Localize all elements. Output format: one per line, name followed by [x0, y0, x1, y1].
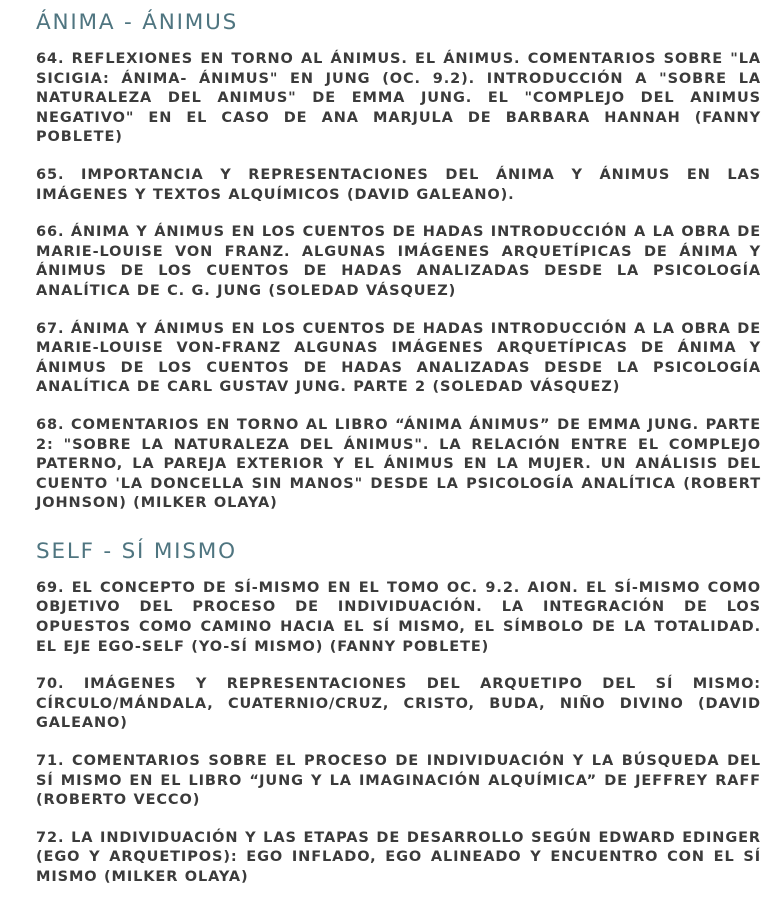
- list-item-68: 68. COMENTARIOS EN TORNO AL LIBRO “ÁNIMA ÁNIMUS” DE EMMA JUNG. PARTE 2: "SOBRE LA NATURALEZA DEL ÁNIMUS". LA RELACIÓN ENTRE EL COMPLEJO PATERNO, LA PAREJA EXTERIOR Y EL ÁNIMUS EN LA MUJER. UN ANÁLISIS DEL CUENTO 'LA DONCELLA SIN MANOS" DESDE LA PSICOLOGÍA ANALÍTICA (ROBERT JOHNSON) (MILKER OLAYA): [36, 416, 761, 512]
- list-item-65: 65. IMPORTANCIA Y REPRESENTACIONES DEL ÁNIMA Y ÁNIMUS EN LAS IMÁGENES Y TEXTOS ALQUÍMICOS (DAVID GALEANO).: [36, 166, 761, 203]
- list-item-64: 64. REFLEXIONES EN TORNO AL ÁNIMUS. EL ÁNIMUS. COMENTARIOS SOBRE "LA SICIGIA: ÁNIMA- ÁNIMUS" EN JUNG (OC. 9.2). INTRODUCCIÓN A "SOBRE LA NATURALEZA DEL ANIMUS" DE EMMA JUNG. EL "COMPLEJO DEL ANIMUS NEGATIVO" EN EL CASO DE ANA MARJULA DE BARBARA HANNAH (FANNY POBLETE): [36, 51, 761, 146]
- list-item-71: 71. COMENTARIOS SOBRE EL PROCESO DE INDIVIDUACIÓN Y LA BÚSQUEDA DEL SÍ MISMO EN EL LIBRO “JUNG Y LA IMAGINACIÓN ALQUÍMICA” DE JEFFREY RAFF (ROBERTO VECCO): [36, 753, 761, 809]
- anima-animus-list: [36, 50, 761, 514]
- list-item-72: 72. LA INDIVIDUACIÓN Y LAS ETAPAS DE DESARROLLO SEGÚN EDWARD EDINGER (EGO Y ARQUETIPOS): EGO INFLADO, EGO ALINEADO Y ENCUENTRO CON EL SÍ MISMO (MILKER OLAYA): [36, 829, 761, 885]
- self-list: [36, 579, 761, 888]
- list-item-67: 67. ÁNIMA Y ÁNIMUS EN LOS CUENTOS DE HADAS INTRODUCCIÓN A LA OBRA DE MARIE-LOUISE VON-FRANZ ALGUNAS IMÁGENES ARQUETÍPICAS DE ÁNIMA Y ÁNIMUS DE LOS CUENTOS DE HADAS ANALIZADAS DESDE LA PSICOLOGÍA ANALÍTICA DE CARL GUSTAV JUNG. PARTE 2 (SOLEDAD VÁSQUEZ): [36, 320, 761, 396]
- list-item-69: 69. EL CONCEPTO DE SÍ-MISMO EN EL TOMO OC. 9.2. AION. EL SÍ-MISMO COMO OBJETIVO DEL PROCESO DE INDIVIDUACIÓN. LA INTEGRACIÓN DE LOS OPUESTOS COMO CAMINO HACIA EL SÍ MISMO, EL SÍMBOLO DE LA TOTALIDAD. EL EJE EGO-SELF (YO-SÍ MISMO) (FANNY POBLETE): [36, 579, 761, 655]
- list-item-66: 66. ÁNIMA Y ÁNIMUS EN LOS CUENTOS DE HADAS INTRODUCCIÓN A LA OBRA DE MARIE-LOUISE VON FRANZ. ALGUNAS IMÁGENES ARQUETÍPICAS DE ÁNIMA Y ÁNIMUS DE LOS CUENTOS DE HADAS ANALIZADAS DESDE LA PSICOLOGÍA ANALÍTICA DE C. G. JUNG (SOLEDAD VÁSQUEZ): [36, 224, 761, 299]
- section-title-self: SELF - SÍ MISMO: [36, 538, 237, 564]
- list-item-70: 70. IMÁGENES Y REPRESENTACIONES DEL ARQUETIPO DEL SÍ MISMO: CÍRCULO/MÁNDALA, CUATERNIO/CRUZ, CRISTO, BUDA, NIÑO DIVINO (DAVID GALEANO): [36, 676, 761, 732]
- section-title-anima-animus: ÁNIMA - ÁNIMUS: [36, 10, 239, 35]
